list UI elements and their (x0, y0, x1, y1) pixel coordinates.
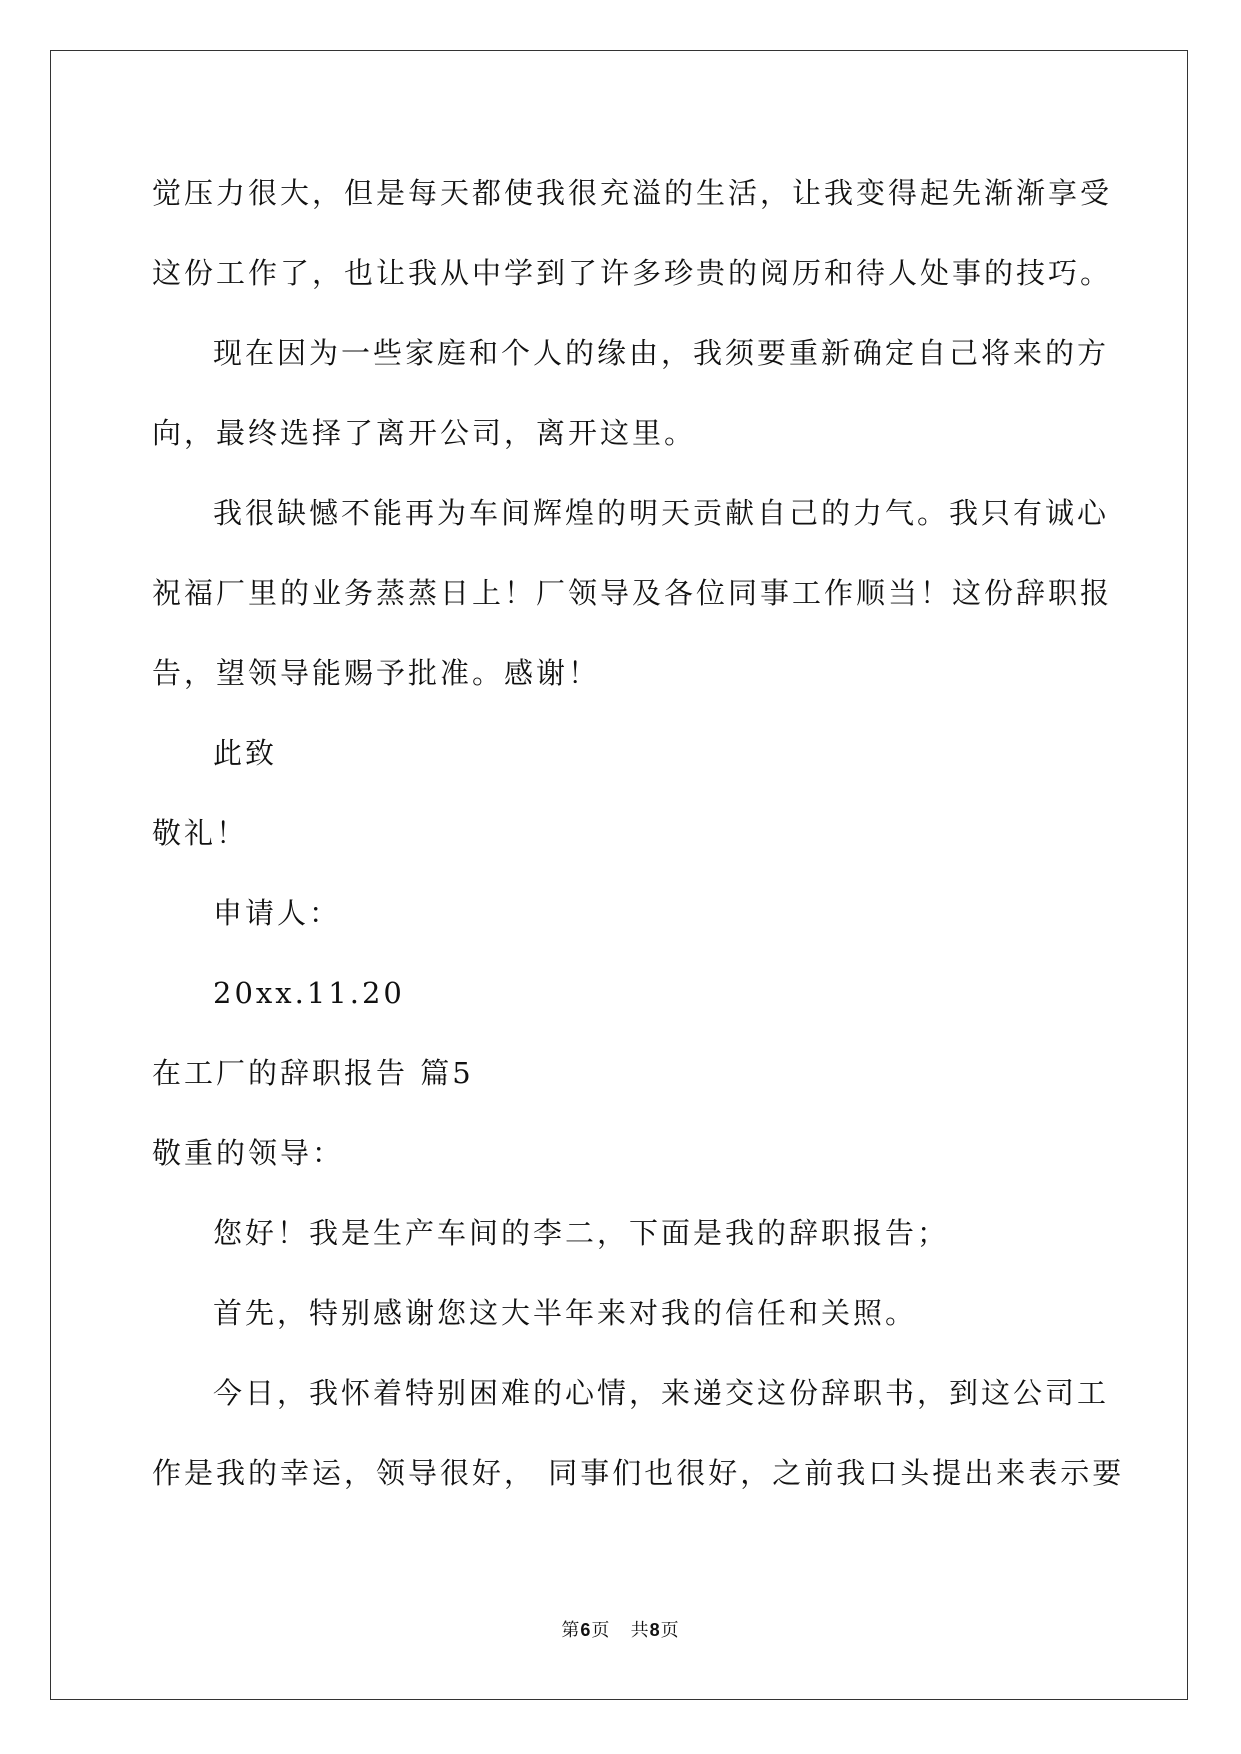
body-line: 觉压力很大，但是每天都使我很充溢的生活，让我变得起先渐渐享受 (152, 176, 1113, 210)
page-footer (0, 1616, 1241, 1642)
body-line: 祝福厂里的业务蒸蒸日上！厂领导及各位同事工作顺当！这份辞职报 (152, 576, 1113, 610)
footer-prefix: 第 (561, 1620, 581, 1641)
paragraph-first-line: 首先，特别感谢您这大半年来对我的信任和关照。 (213, 1296, 918, 1330)
body-line: 作是我的幸运，领导很好， 同事们也很好，之前我口头提出来表示要 (152, 1456, 1125, 1490)
closing-salutation: 此致 (213, 736, 278, 770)
body-line: 告，望领导能赐予批准。感谢！ (152, 656, 601, 690)
current-page-number: 6 (580, 1620, 592, 1640)
total-page-number: 8 (649, 1620, 661, 1640)
footer-suffix: 页 (660, 1620, 680, 1641)
letter-greeting: 敬重的领导： (152, 1136, 345, 1170)
paragraph-first-line: 现在因为一些家庭和个人的缘由，我须要重新确定自己将来的方 (213, 336, 1110, 370)
letter-date: 20xx.11.20 (213, 976, 405, 1010)
paragraph-first-line: 您好！我是生产车间的李二，下面是我的辞职报告； (213, 1216, 950, 1250)
footer-middle: 页 共 (591, 1620, 650, 1641)
body-line: 这份工作了，也让我从中学到了许多珍贵的阅历和待人处事的技巧。 (152, 256, 1113, 290)
body-line: 向，最终选择了离开公司，离开这里。 (152, 416, 697, 450)
paragraph-first-line: 今日，我怀着特别困难的心情，来递交这份辞职书，到这公司工 (213, 1376, 1110, 1410)
paragraph-first-line: 我很缺憾不能再为车间辉煌的明天贡献自己的力气。我只有诚心 (213, 496, 1110, 530)
closing-regards: 敬礼！ (152, 816, 249, 850)
section-title: 在工厂的辞职报告 篇5 (152, 1056, 474, 1090)
applicant-label: 申请人： (213, 896, 342, 930)
